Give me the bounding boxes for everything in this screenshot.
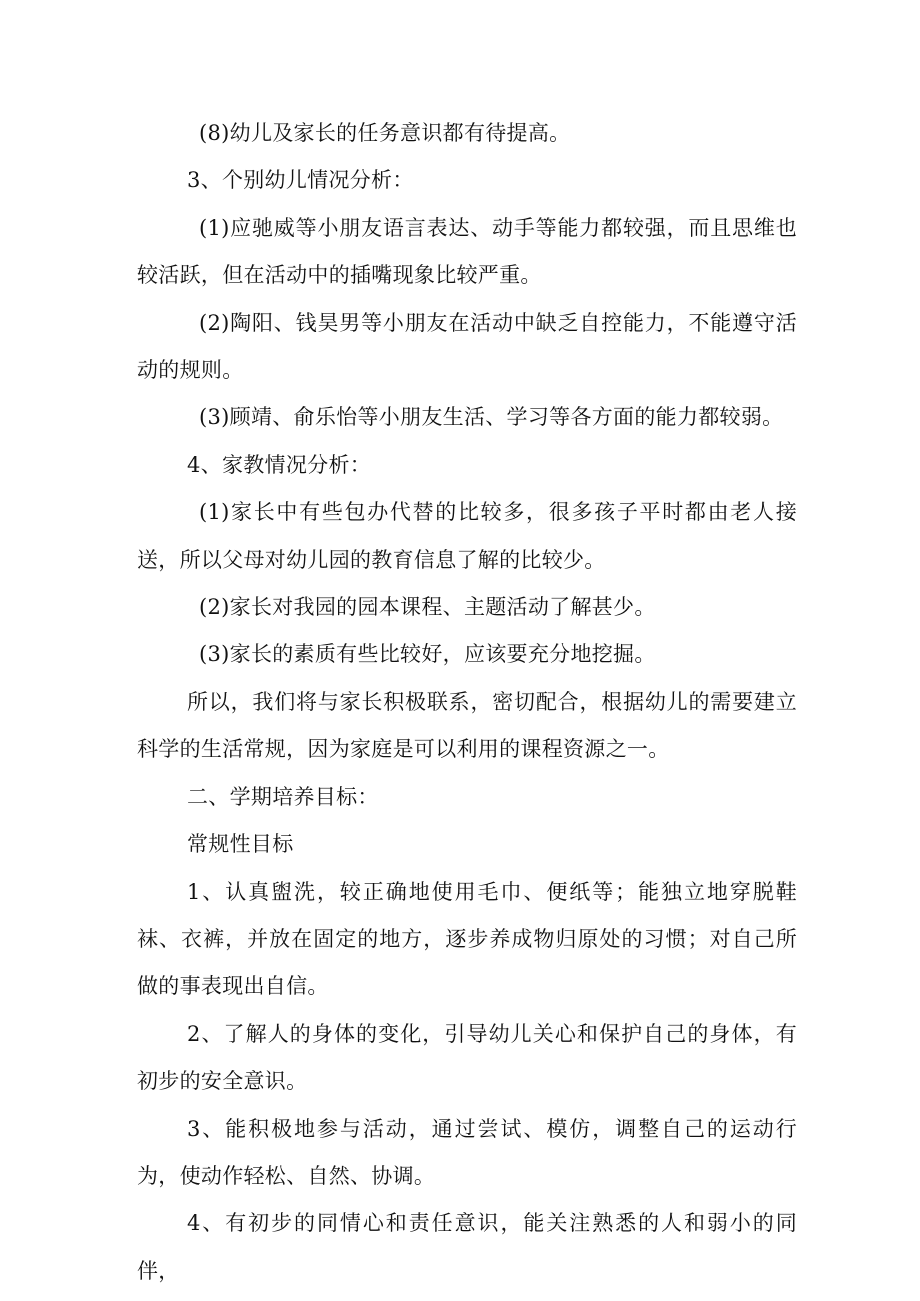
goal-item-2: 2、了解人的身体的变化，引导幼儿关心和保护自己的身体，有初步的安全意识。: [137, 1021, 797, 1094]
paragraph-conclusion: 所以，我们将与家长积极联系，密切配合，根据幼儿的需要建立科学的生活常规，因为家庭是可以利用的课程资源之一。: [137, 689, 797, 762]
paragraph-family-1: (1)家长中有些包办代替的比较多，很多孩子平时都由老人接送，所以父母对幼儿园的教育信息了解的比较少。: [137, 500, 797, 572]
paragraph-individual-2: (2)陶阳、钱昊男等小朋友在活动中缺乏自控能力，不能遵守活动的规则。: [137, 310, 797, 383]
goal-item-1: 1、认真盥洗，较正确地使用毛巾、便纸等；能独立地穿脱鞋袜、衣裤，并放在固定的地方，逐步养成物归原处的习惯；对自己所做的事表现出自信。: [137, 879, 797, 999]
goal-item-4: 4、有初步的同情心和责任意识，能关注熟悉的人和弱小的同伴，: [137, 1211, 797, 1283]
paragraph-family-3: (3)家长的素质有些比较好，应该要充分地挖掘。: [199, 642, 656, 667]
section-heading-semester-goals: 二、学期培养目标：: [187, 784, 379, 809]
subheading-routine-goals: 常规性目标: [187, 832, 294, 857]
paragraph-family-2: (2)家长对我园的园本课程、主题活动了解甚少。: [199, 595, 656, 620]
paragraph-individual-1: (1)应驰威等小朋友语言表达、动手等能力都较强，而且思维也较活跃，但在活动中的插嘴现象比较严重。: [137, 215, 797, 288]
paragraph-individual-3: (3)顾靖、俞乐怡等小朋友生活、学习等各方面的能力都较弱。: [199, 405, 784, 430]
goal-item-3: 3、能积极地参与活动，通过尝试、模仿，调整自己的运动行为，使动作轻松、自然、协调。: [137, 1116, 797, 1188]
section-heading-family-education: 4、家教情况分析：: [187, 452, 372, 477]
paragraph-item-8: (8)幼儿及家长的任务意识都有待提高。: [199, 121, 571, 145]
section-heading-individual-analysis: 3、个别幼儿情况分析：: [187, 168, 414, 193]
document-body: [137, 110, 797, 1295]
